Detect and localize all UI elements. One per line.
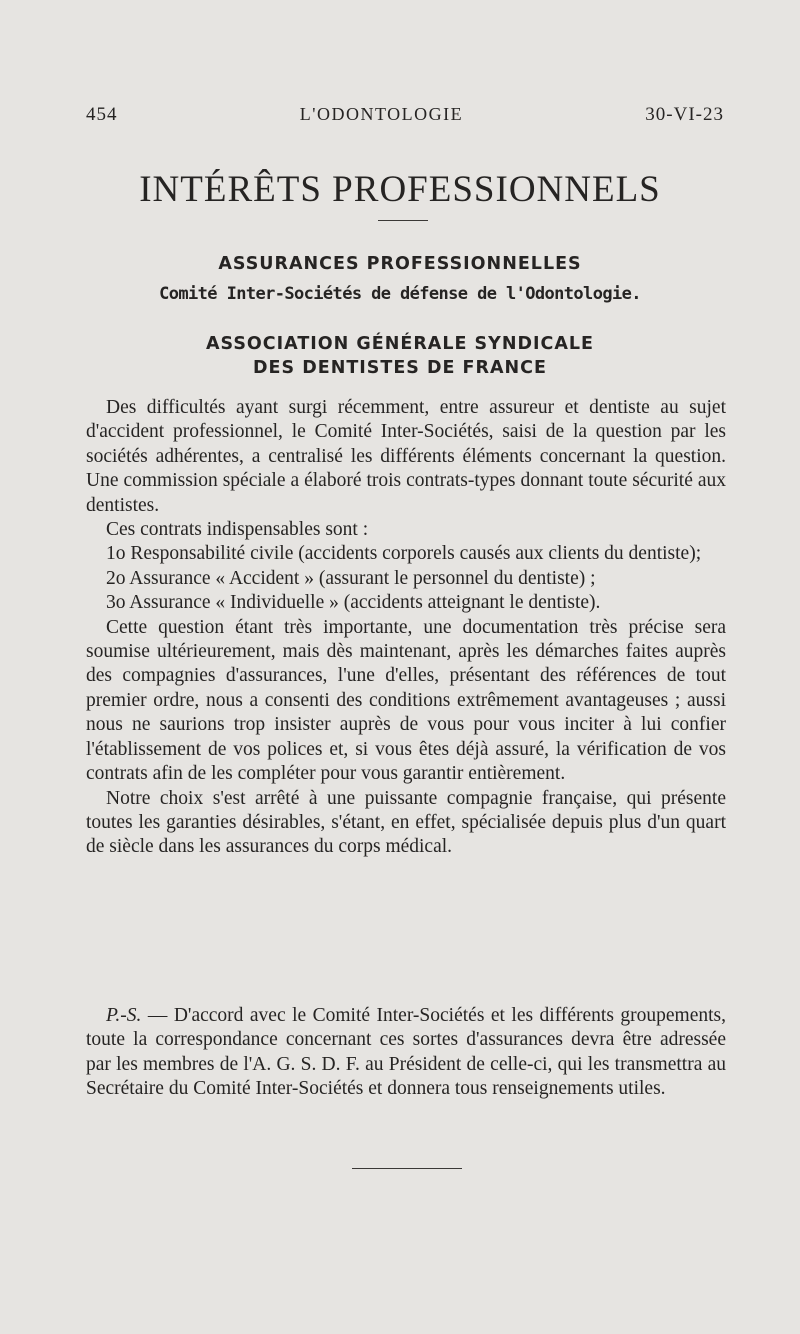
end-divider	[352, 1168, 462, 1169]
issue-date: 30-VI-23	[645, 104, 724, 125]
list-item-1: 1o Responsabilité civile (accidents corporels causés aux clients du dentiste);	[106, 543, 702, 565]
page-number: 454	[86, 104, 118, 125]
title-divider	[378, 220, 428, 221]
article-heading: ASSURANCES PROFESSIONNELLES	[218, 254, 582, 274]
postscript	[86, 1004, 726, 1102]
association-line-2: DES DENTISTES DE FRANCE	[253, 358, 547, 378]
association-line-1: ASSOCIATION GÉNÉRALE SYNDICALE	[205, 334, 595, 354]
paragraph-company: Notre choix s'est arrêté à une puissante compagnie française, qui présente toutes les garanties désirables, s'étant, en effet, spécialisée depuis plus d'un quart de siècle dans les assurances du corps médical.	[86, 787, 726, 858]
paragraph-documentation: Cette question étant très importante, une documentation très précise sera soumise ultérieurement, mais dès maintenant, après les démarches faites auprès des compagnies d'assurances, l'une d'elles, présentant des références de tout premier ordre, nous a consenti des conditions extrêmement avantageuses ; aussi nous ne saurions trop insister auprès de vous pour vous inciter à lui confier l'établissement de vos polices et, si vous êtes déjà assuré, la vérification de vos contrats afin de les compléter pour vous garantir entièrement.	[86, 616, 726, 785]
section-title: INTÉRÊTS PROFESSIONNELS	[139, 169, 661, 210]
article-subheading: Comité Inter-Sociétés de défense de l'Odontologie.	[159, 284, 641, 304]
article-body	[86, 396, 726, 860]
postscript-label: P.-S.	[106, 1005, 142, 1026]
list-item-2: 2o Assurance « Accident » (assurant le personnel du dentiste) ;	[106, 567, 596, 589]
paragraph-contracts: Ces contrats indispensables sont :	[106, 519, 369, 541]
postscript-text: — D'accord avec le Comité Inter-Sociétés et les différents groupements, toute la correspondance concernant ces sortes d'assurances devra être adressée par les membres de l'A. G. S. D. F. au Président de celle-ci, qui les transmettra au Secrétaire du Comité Inter-Sociétés et donnera tous renseignements utiles.	[86, 1005, 726, 1100]
running-header	[86, 104, 724, 126]
list-item-3: 3o Assurance « Individuelle » (accidents atteignant le dentiste).	[106, 592, 601, 614]
journal-title: L'ODONTOLOGIE	[299, 104, 464, 124]
paragraph-intro: Des difficultés ayant surgi récemment, entre assureur et dentiste au sujet d'accident professionnel, le Comité Inter-Sociétés, saisi de la question par les sociétés adhérentes, a centralisé les différents éléments concernant la question. Une commission spéciale a élaboré trois contrats-types donnant toute sécurité aux dentistes.	[86, 397, 726, 516]
